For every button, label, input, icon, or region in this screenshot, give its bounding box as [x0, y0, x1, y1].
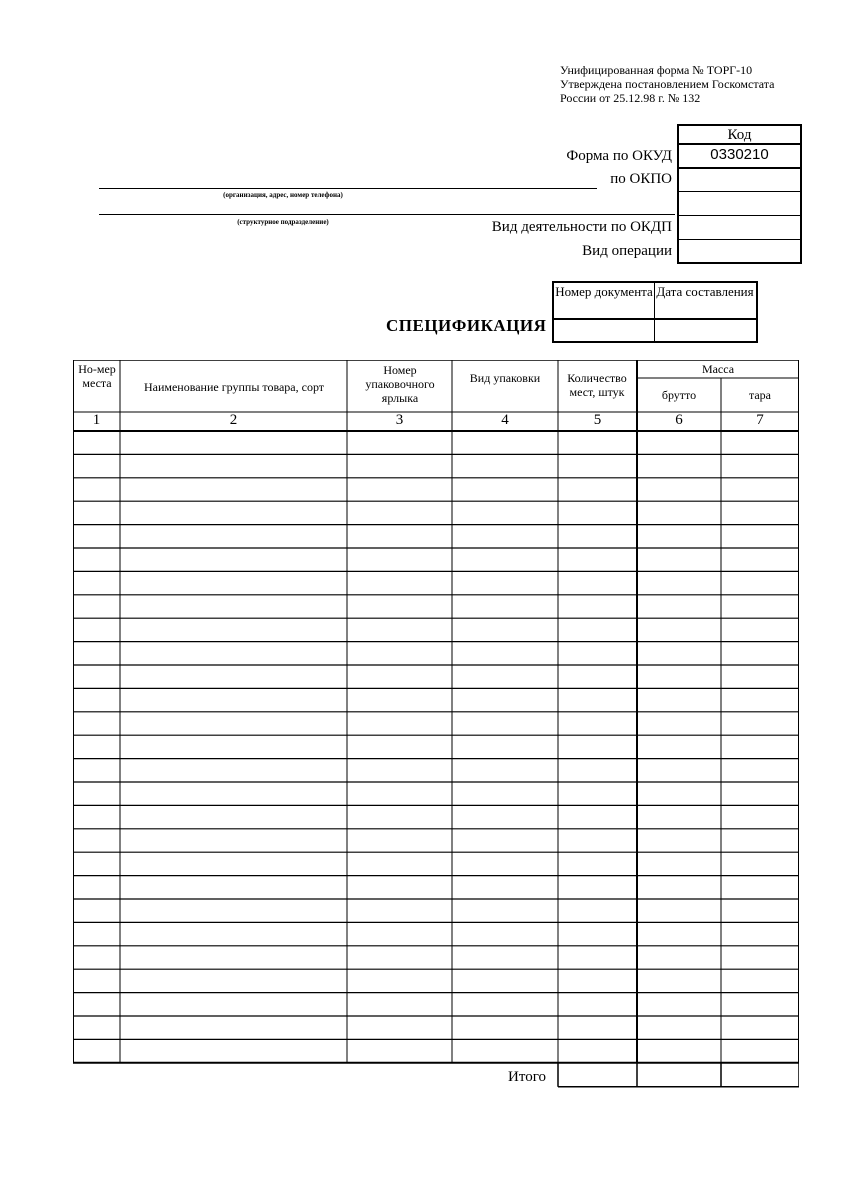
okpo-code-field[interactable]	[679, 169, 800, 192]
col-number-3: 3	[395, 412, 404, 428]
document-date-header: Дата составления	[656, 284, 754, 299]
okdp-label: Вид деятельности по ОКДП	[491, 219, 672, 235]
form-approval-note	[560, 63, 774, 105]
document-number-field[interactable]	[554, 320, 654, 341]
code-header: Код	[677, 124, 802, 145]
header-goods-name: Наименование группы товара, сорт	[143, 380, 325, 394]
document-number-header: Номер документа	[555, 284, 653, 299]
document-info-box	[552, 281, 758, 343]
code-box	[677, 143, 802, 264]
org-code-field[interactable]	[679, 192, 800, 216]
col-number-1: 1	[92, 412, 101, 428]
specification-table	[73, 360, 799, 1065]
department-caption: (структурное подразделение)	[237, 218, 329, 226]
header-place-number: Но-мер места	[78, 362, 116, 390]
header-gross: брутто	[661, 388, 697, 402]
department-line[interactable]	[99, 214, 675, 215]
document-title: СПЕЦИФИКАЦИЯ	[386, 316, 547, 335]
operation-label: Вид операции	[582, 243, 672, 259]
form-number-line: Унифицированная форма № ТОРГ-10	[560, 63, 753, 77]
approval-line: Утверждена постановлением Госкомстата	[560, 77, 775, 91]
col-number-6: 6	[675, 412, 683, 428]
col-number-7: 7	[756, 412, 764, 428]
organization-caption: (организация, адрес, номер телефона)	[223, 191, 343, 199]
okpo-label: по ОКПО	[610, 171, 672, 187]
header-mass-group: Масса	[701, 362, 735, 376]
header-tare: тара	[748, 388, 772, 402]
okud-code-field[interactable]: 0330210	[679, 145, 800, 169]
document-date-field[interactable]	[655, 320, 756, 341]
organization-line[interactable]	[99, 188, 597, 189]
total-label: Итого	[508, 1069, 546, 1085]
header-places-count: Количество мест, штук	[567, 371, 627, 399]
okud-label: Форма по ОКУД	[566, 148, 672, 164]
col-number-4: 4	[501, 412, 509, 428]
operation-code-field[interactable]	[679, 240, 800, 262]
header-label-number: Номер упаковочного ярлыка	[365, 363, 435, 405]
okdp-code-field[interactable]	[679, 216, 800, 240]
approval-date-line: России от 25.12.98 г. № 132	[560, 91, 701, 105]
col-number-2: 2	[229, 412, 238, 428]
table-grid-lines	[73, 360, 799, 1090]
col-number-5: 5	[593, 412, 602, 428]
header-package-type: Вид упаковки	[469, 371, 541, 385]
